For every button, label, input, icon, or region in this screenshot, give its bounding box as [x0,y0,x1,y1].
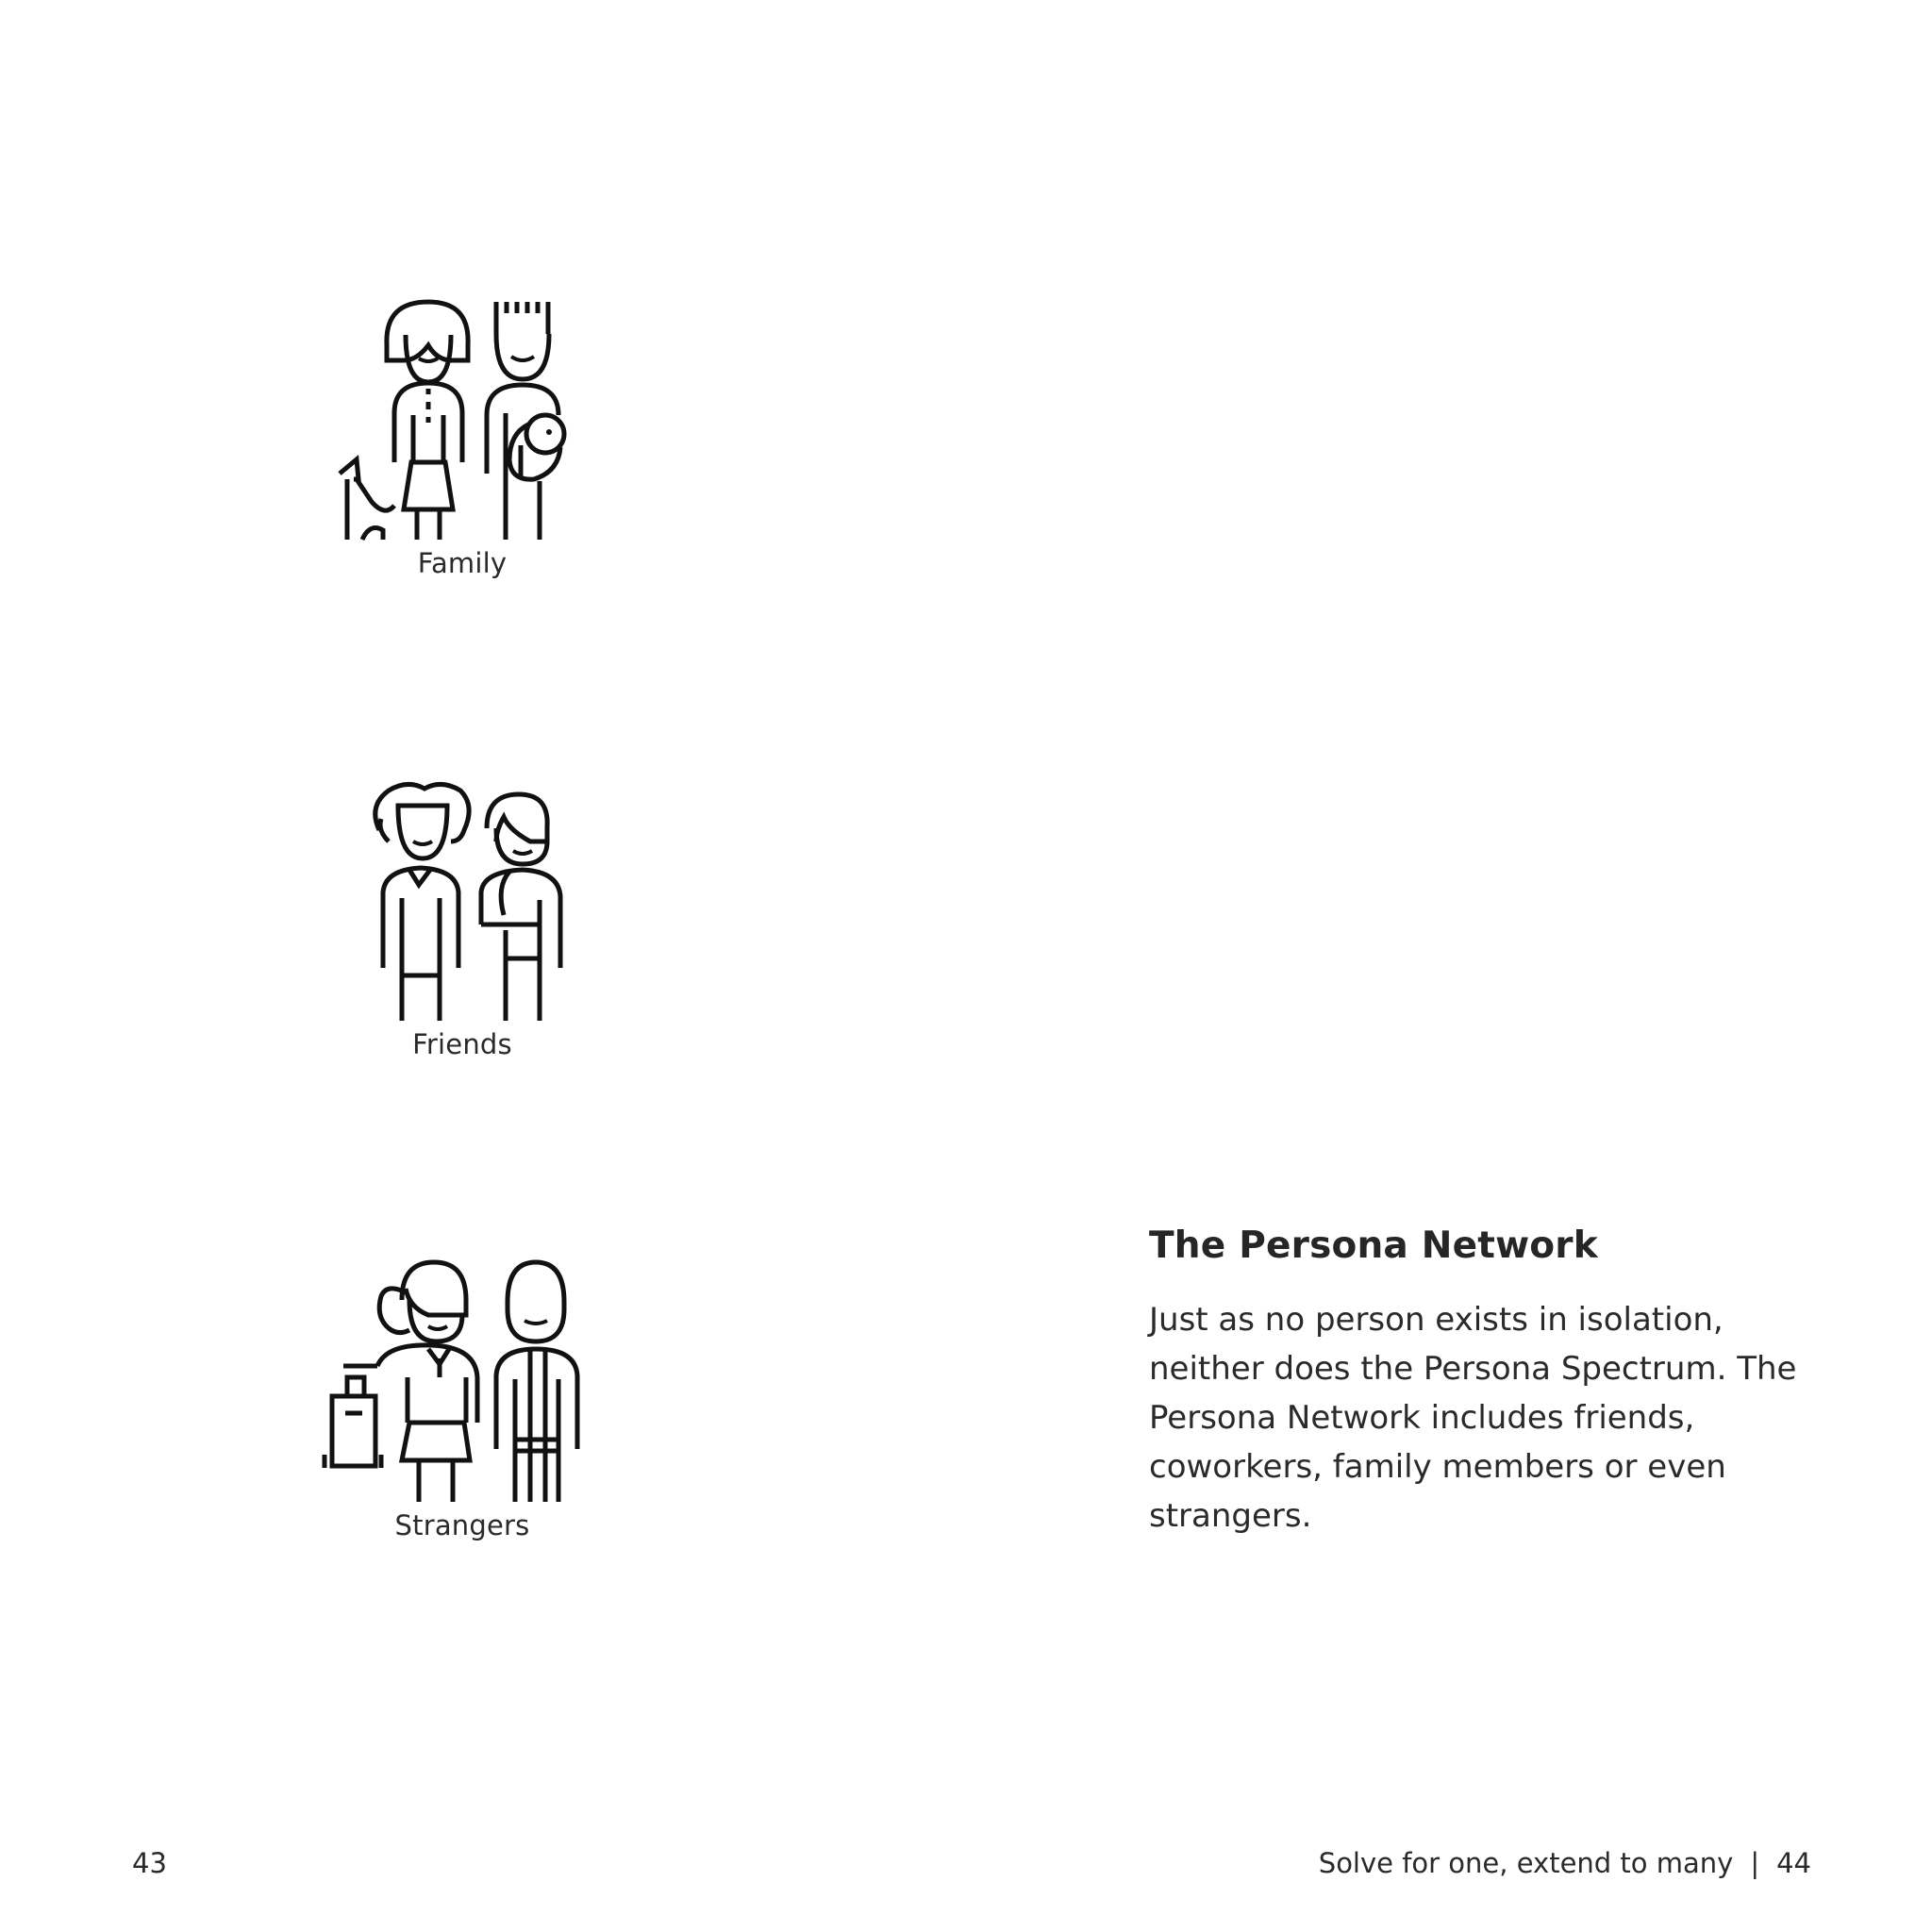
right-page-number: 44 [1776,1847,1811,1879]
strangers-figure [311,1255,613,1541]
man-figure [487,302,564,540]
running-footer-title: Solve for one, extend to many [1318,1847,1734,1879]
article-title: The Persona Network [1149,1224,1598,1267]
article-body: Just as no person exists in isolation, neither does the Persona Spectrum. The Persona Network includes friends, coworkers, family members or even strangers. [1149,1301,1797,1535]
dog-icon [340,459,394,540]
right-footer [1319,1847,1811,1879]
article [1149,1224,1828,1541]
left-page-number: 43 [132,1847,167,1879]
woman-figure [387,302,468,540]
friends-icon [311,774,613,1028]
strangers-icon [311,1255,613,1509]
traveler-woman-figure [377,1262,477,1502]
friends-label: Friends [412,1028,512,1060]
footer-separator: | [1750,1847,1760,1879]
strangers-label: Strangers [394,1509,530,1541]
family-icon [311,292,613,547]
family-figure [311,292,613,579]
friends-figure [311,774,613,1060]
friend-man-figure [481,794,560,1021]
friend-woman-figure [375,784,469,1021]
suitcase-icon [325,1366,381,1468]
family-label: Family [417,547,508,579]
stranger-man-figure [496,1262,577,1502]
